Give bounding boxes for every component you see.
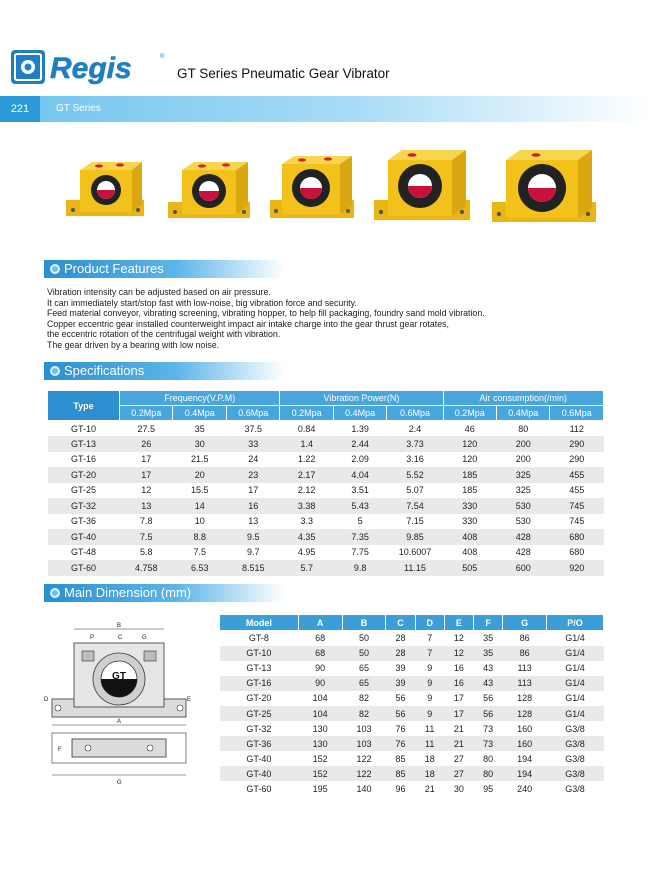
series-label: GT Series xyxy=(56,103,101,114)
dimension-table xyxy=(219,614,604,797)
value-cell: 195 xyxy=(298,781,342,796)
table-row xyxy=(220,646,604,661)
feature-line: Copper eccentric gear installed counterweight impact air intake charge into the gear thrust gear rotates, xyxy=(47,318,449,329)
page-number: 221 xyxy=(0,96,40,122)
value-cell: 23 xyxy=(226,467,279,483)
model-cell: GT-40 xyxy=(220,751,299,766)
value-cell: 4.04 xyxy=(333,467,386,483)
value-cell: G3/8 xyxy=(547,721,604,736)
value-cell: 13 xyxy=(120,498,173,514)
feature-line: The gear driven by a bearing with low noise. xyxy=(47,339,220,350)
value-cell: 16 xyxy=(444,661,473,676)
value-cell: 325 xyxy=(497,467,550,483)
value-cell: 103 xyxy=(342,736,386,751)
value-cell: 122 xyxy=(342,751,386,766)
svg-text:®: ® xyxy=(160,54,165,60)
pressure-header: 0.4Mpa xyxy=(333,406,386,421)
value-cell: 80 xyxy=(497,421,550,437)
table-row xyxy=(48,560,604,576)
value-cell: 7 xyxy=(415,631,444,646)
value-cell: 103 xyxy=(342,721,386,736)
value-cell: 113 xyxy=(503,661,547,676)
value-cell: 39 xyxy=(386,661,415,676)
bullet-icon xyxy=(50,366,60,376)
section-specifications xyxy=(44,362,284,380)
value-cell: 3.16 xyxy=(387,452,443,468)
svg-text:Regis: Regis xyxy=(50,52,132,85)
value-cell: 1.22 xyxy=(280,452,333,468)
value-cell: 7.35 xyxy=(333,529,386,545)
value-cell: 21 xyxy=(415,781,444,796)
pressure-header: 0.4Mpa xyxy=(173,406,226,421)
value-cell: G3/8 xyxy=(547,781,604,796)
table-row xyxy=(220,781,604,796)
value-cell: G1/4 xyxy=(547,706,604,721)
value-cell: 185 xyxy=(443,483,496,499)
value-cell: 28 xyxy=(386,646,415,661)
model-cell: GT-13 xyxy=(48,436,120,452)
value-cell: 80 xyxy=(474,751,503,766)
product-photo-gt-xxlarge xyxy=(490,148,598,226)
value-cell: 7.8 xyxy=(120,514,173,530)
model-cell: GT-16 xyxy=(220,676,299,691)
value-cell: 120 xyxy=(443,452,496,468)
pressure-header: 0.2Mpa xyxy=(443,406,496,421)
value-cell: 9.8 xyxy=(333,560,386,576)
value-cell: 65 xyxy=(342,661,386,676)
value-cell: 290 xyxy=(550,452,604,468)
value-cell: G1/4 xyxy=(547,691,604,706)
section-product-features xyxy=(44,260,284,278)
model-cell: GT-25 xyxy=(48,483,120,499)
table-row xyxy=(220,706,604,721)
value-cell: 10.6007 xyxy=(387,545,443,561)
value-cell: 21 xyxy=(444,721,473,736)
type-header: Type xyxy=(48,391,120,421)
value-cell: 5.8 xyxy=(120,545,173,561)
regis-logo xyxy=(10,48,170,86)
features-list xyxy=(47,287,607,351)
value-cell: 12 xyxy=(120,483,173,499)
value-cell: 200 xyxy=(497,436,550,452)
value-cell: 8.515 xyxy=(226,560,279,576)
value-cell: 15.5 xyxy=(173,483,226,499)
table-row xyxy=(48,529,604,545)
svg-text:C: C xyxy=(118,635,123,641)
value-cell: G1/4 xyxy=(547,646,604,661)
value-cell: 9 xyxy=(415,661,444,676)
value-cell: 3.3 xyxy=(280,514,333,530)
value-cell: 104 xyxy=(298,691,342,706)
model-cell: GT-60 xyxy=(48,560,120,576)
value-cell: 30 xyxy=(444,781,473,796)
value-cell: 6.53 xyxy=(173,560,226,576)
value-cell: 2.4 xyxy=(387,421,443,437)
model-cell: GT-36 xyxy=(48,514,120,530)
value-cell: 120 xyxy=(443,436,496,452)
value-cell: 37.5 xyxy=(226,421,279,437)
value-cell: 1.4 xyxy=(280,436,333,452)
value-cell: 56 xyxy=(386,706,415,721)
column-header: F xyxy=(474,615,503,631)
value-cell: 5.43 xyxy=(333,498,386,514)
pressure-header: 0.6Mpa xyxy=(226,406,279,421)
value-cell: 122 xyxy=(342,766,386,781)
table-row xyxy=(48,452,604,468)
product-photo-gt-small xyxy=(64,160,146,220)
column-header: G xyxy=(503,615,547,631)
value-cell: 7 xyxy=(415,646,444,661)
value-cell: 160 xyxy=(503,721,547,736)
value-cell: 17 xyxy=(120,467,173,483)
model-cell: GT-16 xyxy=(48,452,120,468)
document-title: GT Series Pneumatic Gear Vibrator xyxy=(177,66,390,81)
vibration-power-header: Vibration Power(N) xyxy=(280,391,443,406)
value-cell: 240 xyxy=(503,781,547,796)
table-row xyxy=(220,691,604,706)
table-row xyxy=(220,736,604,751)
table-row xyxy=(220,766,604,781)
pressure-header: 0.6Mpa xyxy=(550,406,604,421)
table-row xyxy=(48,467,604,483)
pressure-header: 0.2Mpa xyxy=(120,406,173,421)
table-row xyxy=(220,661,604,676)
value-cell: 2.09 xyxy=(333,452,386,468)
value-cell: 85 xyxy=(386,766,415,781)
pressure-header: 0.6Mpa xyxy=(387,406,443,421)
value-cell: 408 xyxy=(443,545,496,561)
value-cell: 17 xyxy=(120,452,173,468)
bullet-icon xyxy=(50,264,60,274)
value-cell: 745 xyxy=(550,498,604,514)
value-cell: 113 xyxy=(503,676,547,691)
section-title: Main Dimension (mm) xyxy=(64,585,192,600)
value-cell: 3.38 xyxy=(280,498,333,514)
value-cell: 90 xyxy=(298,661,342,676)
value-cell: 5 xyxy=(333,514,386,530)
value-cell: 18 xyxy=(415,766,444,781)
value-cell: 56 xyxy=(386,691,415,706)
value-cell: 152 xyxy=(298,766,342,781)
value-cell: 160 xyxy=(503,736,547,751)
model-cell: GT-20 xyxy=(220,691,299,706)
product-photo-gt-large xyxy=(268,154,356,222)
svg-text:D: D xyxy=(44,697,49,703)
svg-text:P: P xyxy=(90,635,95,641)
value-cell: 13 xyxy=(226,514,279,530)
value-cell: 50 xyxy=(342,646,386,661)
value-cell: 68 xyxy=(298,631,342,646)
svg-text:F: F xyxy=(58,747,62,753)
value-cell: 11 xyxy=(415,736,444,751)
value-cell: 65 xyxy=(342,676,386,691)
table-row xyxy=(48,498,604,514)
table-row xyxy=(220,721,604,736)
value-cell: 9 xyxy=(415,676,444,691)
value-cell: 27 xyxy=(444,751,473,766)
value-cell: 2.17 xyxy=(280,467,333,483)
value-cell: 95 xyxy=(474,781,503,796)
feature-line: the eccentric rotation of the centrifugal weight with vibration. xyxy=(47,329,281,340)
model-cell: GT-25 xyxy=(220,706,299,721)
value-cell: 27 xyxy=(444,766,473,781)
value-cell: 2.12 xyxy=(280,483,333,499)
value-cell: 35 xyxy=(474,631,503,646)
value-cell: 9 xyxy=(415,691,444,706)
value-cell: 152 xyxy=(298,751,342,766)
value-cell: 43 xyxy=(474,676,503,691)
value-cell: 21 xyxy=(444,736,473,751)
value-cell: 17 xyxy=(444,706,473,721)
value-cell: 35 xyxy=(173,421,226,437)
value-cell: 73 xyxy=(474,721,503,736)
value-cell: 128 xyxy=(503,706,547,721)
value-cell: 5.07 xyxy=(387,483,443,499)
value-cell: 16 xyxy=(226,498,279,514)
value-cell: 46 xyxy=(443,421,496,437)
value-cell: 130 xyxy=(298,736,342,751)
value-cell: 24 xyxy=(226,452,279,468)
value-cell: 11 xyxy=(415,721,444,736)
value-cell: 194 xyxy=(503,751,547,766)
column-header: A xyxy=(298,615,342,631)
value-cell: 530 xyxy=(497,498,550,514)
svg-text:B: B xyxy=(117,623,122,629)
value-cell: 10 xyxy=(173,514,226,530)
value-cell: 600 xyxy=(497,560,550,576)
feature-line: Vibration intensity can be adjusted based on air pressure. xyxy=(47,287,271,297)
value-cell: G3/8 xyxy=(547,766,604,781)
value-cell: G3/8 xyxy=(547,751,604,766)
value-cell: 7.5 xyxy=(173,545,226,561)
value-cell: 3.51 xyxy=(333,483,386,499)
value-cell: 26 xyxy=(120,436,173,452)
table-row xyxy=(220,676,604,691)
table-row xyxy=(48,436,604,452)
value-cell: 200 xyxy=(497,452,550,468)
value-cell: 86 xyxy=(503,646,547,661)
value-cell: 130 xyxy=(298,721,342,736)
column-header: D xyxy=(415,615,444,631)
value-cell: 73 xyxy=(474,736,503,751)
value-cell: 76 xyxy=(386,736,415,751)
value-cell: 505 xyxy=(443,560,496,576)
value-cell: 680 xyxy=(550,529,604,545)
value-cell: 96 xyxy=(386,781,415,796)
column-header: Model xyxy=(220,615,299,631)
value-cell: 1.39 xyxy=(333,421,386,437)
value-cell: 28 xyxy=(386,631,415,646)
value-cell: 56 xyxy=(474,706,503,721)
table-row xyxy=(48,514,604,530)
value-cell: 428 xyxy=(497,529,550,545)
column-header: B xyxy=(342,615,386,631)
model-cell: GT-40 xyxy=(220,766,299,781)
value-cell: 0.84 xyxy=(280,421,333,437)
value-cell: G1/4 xyxy=(547,631,604,646)
value-cell: 30 xyxy=(173,436,226,452)
value-cell: 9 xyxy=(415,706,444,721)
value-cell: 5.52 xyxy=(387,467,443,483)
value-cell: 9.5 xyxy=(226,529,279,545)
product-photo-gt-medium xyxy=(166,160,252,222)
value-cell: 21.5 xyxy=(173,452,226,468)
value-cell: 194 xyxy=(503,766,547,781)
value-cell: 39 xyxy=(386,676,415,691)
value-cell: 80 xyxy=(474,766,503,781)
value-cell: 8.8 xyxy=(173,529,226,545)
value-cell: 330 xyxy=(443,514,496,530)
value-cell: G1/4 xyxy=(547,661,604,676)
value-cell: 12 xyxy=(444,646,473,661)
value-cell: 82 xyxy=(342,706,386,721)
value-cell: 3.73 xyxy=(387,436,443,452)
section-title: Specifications xyxy=(64,363,145,378)
value-cell: 56 xyxy=(474,691,503,706)
section-main-dimension xyxy=(44,584,284,602)
value-cell: 82 xyxy=(342,691,386,706)
value-cell: 455 xyxy=(550,467,604,483)
pressure-header: 0.4Mpa xyxy=(497,406,550,421)
value-cell: 16 xyxy=(444,676,473,691)
value-cell: 7.5 xyxy=(120,529,173,545)
value-cell: 7.75 xyxy=(333,545,386,561)
value-cell: 290 xyxy=(550,436,604,452)
value-cell: 325 xyxy=(497,483,550,499)
table-row xyxy=(220,751,604,766)
model-cell: GT-40 xyxy=(48,529,120,545)
model-cell: GT-48 xyxy=(48,545,120,561)
value-cell: 920 xyxy=(550,560,604,576)
product-photo-gt-xlarge xyxy=(372,148,472,224)
value-cell: 18 xyxy=(415,751,444,766)
model-cell: GT-32 xyxy=(48,498,120,514)
frequency-header: Frequency(V.P.M) xyxy=(120,391,280,406)
value-cell: 35 xyxy=(474,646,503,661)
specifications-table xyxy=(47,390,604,576)
value-cell: 128 xyxy=(503,691,547,706)
svg-text:G: G xyxy=(142,635,147,641)
value-cell: 4.35 xyxy=(280,529,333,545)
section-title: Product Features xyxy=(64,261,164,276)
value-cell: 9.7 xyxy=(226,545,279,561)
svg-text:GT: GT xyxy=(112,671,126,682)
value-cell: 455 xyxy=(550,483,604,499)
model-cell: GT-60 xyxy=(220,781,299,796)
svg-text:E: E xyxy=(187,697,192,703)
value-cell: 530 xyxy=(497,514,550,530)
column-header: P/O xyxy=(547,615,604,631)
bullet-icon xyxy=(50,588,60,598)
value-cell: 85 xyxy=(386,751,415,766)
value-cell: 76 xyxy=(386,721,415,736)
model-cell: GT-36 xyxy=(220,736,299,751)
value-cell: 4.95 xyxy=(280,545,333,561)
value-cell: 185 xyxy=(443,467,496,483)
value-cell: 112 xyxy=(550,421,604,437)
feature-line: Feed material conveyor, vibrating screening, vibrating hopper, to help fill packaging, foundry sand mold vibration. xyxy=(47,308,485,319)
value-cell: 745 xyxy=(550,514,604,530)
value-cell: 408 xyxy=(443,529,496,545)
feature-line: It can immediately start/stop fast with low-noise, big vibration force and security. xyxy=(47,297,357,308)
table-row xyxy=(220,631,604,646)
value-cell: 12 xyxy=(444,631,473,646)
value-cell: 20 xyxy=(173,467,226,483)
value-cell: 140 xyxy=(342,781,386,796)
column-header: C xyxy=(386,615,415,631)
value-cell: 17 xyxy=(226,483,279,499)
value-cell: 14 xyxy=(173,498,226,514)
value-cell: 50 xyxy=(342,631,386,646)
value-cell: 104 xyxy=(298,706,342,721)
value-cell: 680 xyxy=(550,545,604,561)
column-header: E xyxy=(444,615,473,631)
value-cell: 17 xyxy=(444,691,473,706)
value-cell: 428 xyxy=(497,545,550,561)
value-cell: 330 xyxy=(443,498,496,514)
value-cell: 33 xyxy=(226,436,279,452)
model-cell: GT-8 xyxy=(220,631,299,646)
air-consumption-header: Air consumption(/min) xyxy=(443,391,603,406)
model-cell: GT-10 xyxy=(220,646,299,661)
model-cell: GT-10 xyxy=(48,421,120,437)
svg-text:G: G xyxy=(117,780,122,786)
model-cell: GT-20 xyxy=(48,467,120,483)
value-cell: 27.5 xyxy=(120,421,173,437)
value-cell: 90 xyxy=(298,676,342,691)
table-row xyxy=(48,483,604,499)
model-cell: GT-32 xyxy=(220,721,299,736)
value-cell: G1/4 xyxy=(547,676,604,691)
table-row xyxy=(48,545,604,561)
value-cell: 43 xyxy=(474,661,503,676)
value-cell: 11.15 xyxy=(387,560,443,576)
value-cell: 4.758 xyxy=(120,560,173,576)
value-cell: 5.7 xyxy=(280,560,333,576)
model-cell: GT-13 xyxy=(220,661,299,676)
table-row xyxy=(48,421,604,437)
value-cell: 7.54 xyxy=(387,498,443,514)
value-cell: G3/8 xyxy=(547,736,604,751)
value-cell: 9.85 xyxy=(387,529,443,545)
pressure-header: 0.2Mpa xyxy=(280,406,333,421)
value-cell: 68 xyxy=(298,646,342,661)
value-cell: 86 xyxy=(503,631,547,646)
value-cell: 7.15 xyxy=(387,514,443,530)
svg-text:A: A xyxy=(117,719,122,725)
value-cell: 2.44 xyxy=(333,436,386,452)
dimension-drawing xyxy=(44,617,194,797)
